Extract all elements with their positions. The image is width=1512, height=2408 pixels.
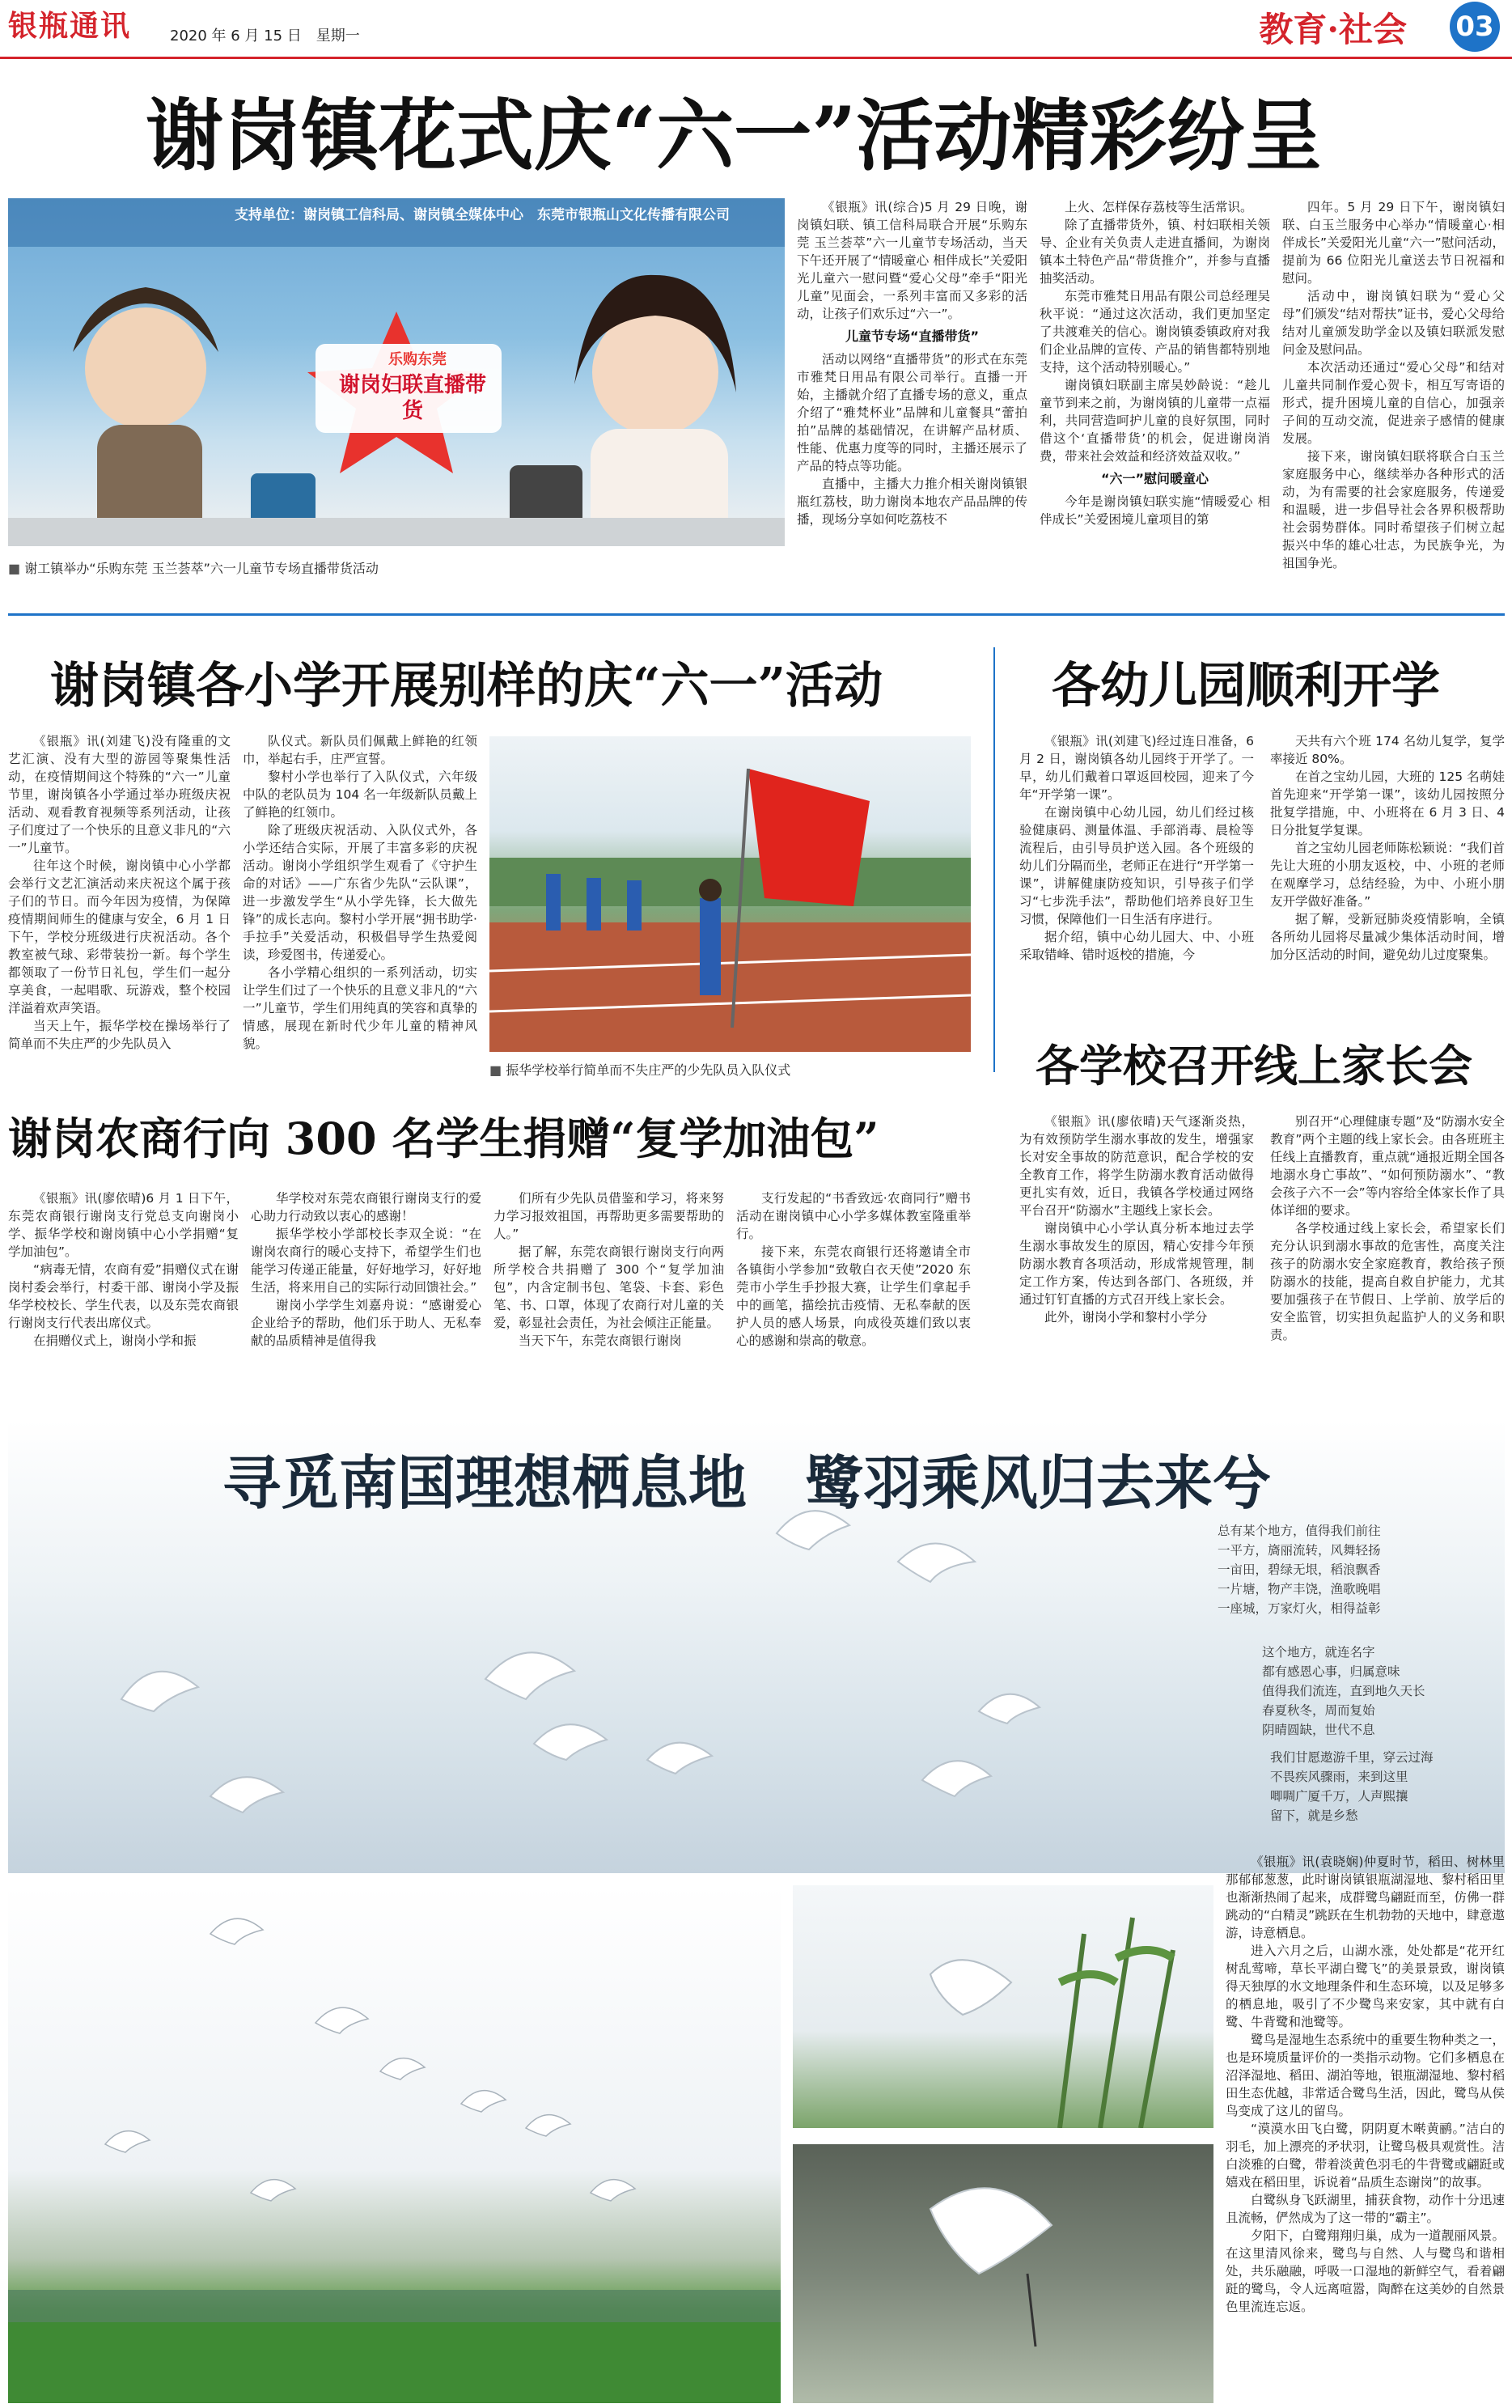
egret-on-bamboo [793,1885,1213,2128]
paragraph: 鹭鸟是湿地生态系统中的重要生物种类之一，也是环境质量评价的一类指示动物。它们多栖息在沼泽湿地、稻田、湖泊等地，银瓶湖湿地、黎村稻田生态优越，非常适合鹭鸟生活，因此，鹭鸟从侯鸟变成了这儿的留鸟。 [1226,2033,1505,2118]
article2-col1 [8,732,231,1072]
paragraph: 各学校通过线上家长会，希望家长们充分认识到溺水事故的危害性，高度关注孩子的防溺水安全家庭教育，教给孩子预防溺水的技能，提高自救自护能力，尤其要加强孩子在节假日、上学前、放学后的安全监管，切实担负起监护人的义务和职责。 [1270,1221,1505,1342]
article2-photo [489,736,971,1052]
paragraph: 此外，谢岗小学和黎村小学分 [1044,1310,1208,1325]
paragraph: 据介绍，镇中心幼儿园大、中、小班采取错峰、错时返校的措施，今 [1019,930,1254,962]
poem-line: 这个地方，就连名字 [1262,1645,1375,1660]
paragraph: 夕阳下，白鹭翔翔归巢，成为一道靓丽风景。在这里清风徐来，鹭鸟与自然、人与鹭鸟和谐相处，共乐融融，呼吸一口湿地的新鲜空气，看着翩跹的鹭鸟，令人远离喧嚣，陶醉在这美妙的自然景色里流连忘返。 [1226,2228,1505,2314]
article5-col4 [736,1189,971,1412]
article4-col2 [1270,1113,1505,1408]
paragraph: 活动以网络“直播带货”的形式在东莞市雅梵日用品有限公司举行。直播一开始，主播就介绍了直播专场的意义，重点介绍了“雅梵杯业”品牌和儿童餐具“蕾拍拍”品牌的基础情况，在讲解产品材质、性能、优惠力度等的同时，主播还展示了产品的特点等功能。 [797,352,1027,473]
article2-headline: 谢岗镇各小学开展别样的庆“六一”活动 [50,658,883,714]
paragraph: 队仪式。新队员们佩戴上鲜艳的红领巾，举起右手，庄严宣誓。 [243,734,477,766]
poem-stanza-1 [1218,1521,1501,1618]
paragraph: 谢岗镇妇联副主席吴妙龄说：“趁儿童节到来之前，为谢岗镇的儿童带一点福利，共同营造呵护儿童的良好氛围，同时借这个‘直播带货’的机会，促进谢岗消费，带来社会效益和经济效益双收。” [1040,378,1270,464]
masthead-logo: 银瓶通讯 [8,9,132,43]
paragraph: 四年。5 月 29 日下午，谢岗镇妇联、白玉兰服务中心举办“情暖童心·相伴成长”关爱阳光儿童“六一”慰问活动，提前为 66 位阳光儿童送去节日祝福和慰问。 [1282,200,1505,286]
paragraph: 别召开“心理健康专题”及“防溺水安全教育”两个主题的线上家长会。由各班班主任线上直播教育，重点就“通报近期全国各地溺水身亡事故”、“如何预防溺水”、“教会孩子六不一会”等内容给全体家长作了具体详细的要求。 [1270,1114,1505,1218]
paragraph: 黎村小学也举行了入队仪式，六年级中队的老队员为 104 名一年级新队员戴上了鲜艳的红领巾。 [243,769,477,820]
poem-line: 一亩田，碧绿无垠，稻浪飘香 [1218,1562,1381,1577]
article1-subhead-2: “六一”慰问暖童心 [1100,471,1209,486]
egret-perch-photo [793,1885,1213,2128]
poem-line: 阴晴圆缺，世代不息 [1262,1723,1375,1737]
page-number-badge: 03 [1450,2,1500,52]
paragraph: 据了解，东莞农商银行谢岗支行向两所学校合共捐赠了 300 个“复学加油包”，内含定制书包、笔袋、卡套、彩色笔、书、口罩，体现了农商行对儿童的关爱，彰显社会责任，为社会倾注正能量。 [493,1244,724,1330]
paragraph: 接下来，谢岗镇妇联将联合白玉兰家庭服务中心，继续举办各种形式的活动，为有需要的社会家庭服务，传递爱和温暖，进一步倡导社会各界积极帮助社会弱势群体。同时希望孩子们树立起振兴中华的雄心壮志，为民族争光，为祖国争光。 [1282,449,1505,570]
paddy-landscape [8,1885,781,2403]
paragraph: 除了班级庆祝活动、入队仪式外，各小学还结合实际，开展了丰富多彩的庆祝活动。谢岗小学组织学生观看了《守护生命的对话》——广东省少先队“云队课”，进一步激发学生“从小学先锋，长大做先锋”的成长志向。黎村小学开展“拥书助学·手拉手”关爱活动，积极倡导学生热爱阅读，珍爱图书，传递爱心。 [243,823,477,962]
article1-col1 [797,198,1027,574]
article1-subhead-1: 儿童节专场“直播带货” [845,329,980,344]
poem-line: 一座城，万家灯火，相得益彰 [1218,1601,1381,1616]
paragraph: 各小学精心组织的一系列活动，切实让学生们过了一个快乐的且意义非凡的“六一”儿童节，学生们用纯真的笑容和真挚的情感，展现在新时代少年儿童的精神风貌。 [243,965,477,1051]
paragraph: 当天下午，东莞农商银行谢岗 [519,1333,682,1348]
article3-headline: 各幼儿园顺利开学 [1052,658,1440,714]
article6-body [1226,1853,1505,2403]
poem-line: 留下，就是乡愁 [1270,1808,1358,1823]
paragraph: 《银瓶》讯(廖依晴)6 月 1 日下午，东莞农商银行谢岗支行党总支向谢岗小学、振华学校和谢岗镇中心小学捐赠“复学加油包”。 [8,1191,239,1259]
paragraph: 《银瓶》讯(廖依晴)天气逐渐炎热，为有效预防学生溺水事故的发生，增强家长对安全事故的防范意识，配合学校的安全教育工作，将学生防溺水教育活动做得更扎实有效，近日，我镇各学校通过网络平台召开“防溺水”主题线上家长会。 [1019,1114,1254,1218]
paragraph: 首之宝幼儿园老师陈松颖说：“我们首先让大班的小朋友返校，中、小班的老师在观摩学习，总结经验，为中、小班小朋友开学做好准备。” [1270,841,1505,909]
egret-landing-photo [793,2144,1213,2403]
poem-line: 我们甘愿遨游千里，穿云过海 [1270,1750,1434,1765]
article1-photo [8,198,785,546]
article1-col2 [1040,198,1270,574]
article4-headline: 各学校召开线上家长会 [1036,1040,1472,1092]
photo-sign-brand: 乐购东莞 [388,351,447,368]
paragraph: 《银瓶》讯(刘建飞)没有隆重的文艺汇演、没有大型的游园等聚集性活动，在疫情期间这个特殊的“六一”儿童节里，谢岗镇各小学通过举办班级庆祝活动、观看教育视频等系列活动，让孩子们度过了一个快乐的且意义非凡的“六一”儿童节。 [8,734,231,855]
article3-col2 [1270,732,1505,999]
article1-caption: ■ 谢工镇举办“乐购东莞 玉兰荟萃”六一儿童节专场直播带货活动 [8,558,785,577]
article1-headline: 谢岗镇花式庆“六一”活动精彩纷呈 [146,90,1323,181]
poem-stanza-2 [1262,1643,1505,1740]
paragraph: 《银瓶》讯(刘建飞)经过连日准备，6 月 2 日，谢岗镇各幼儿园终于开学了。一早，幼儿们戴着口罩返回校园，迎来了今年“开学第一课”。 [1019,734,1254,802]
paragraph: 谢岗镇中心小学认真分析本地过去学生溺水事故发生的原因，精心安排今年预防溺水教育各项活动，形成常规管理，制定工作方案，传达到各部门、各班级，并通过钉钉直播的方式召开线上家长会。 [1019,1221,1254,1307]
article5-col2 [251,1189,481,1412]
paragraph: 当天上午，振华学校在操场举行了简单而不失庄严的少先队员入 [8,1019,231,1051]
poem-line: 春夏秋冬，周而复始 [1262,1703,1375,1718]
paragraph: “漠漠水田飞白鹭，阴阴夏木啭黄鹂。”洁白的羽毛，加上漂亮的矛状羽，让鹭鸟极具观赏性。洁白淡雅的白鹭，带着淡黄色羽毛的牛背鹭或翩跹或嬉戏在稻田里，诉说着“品质生态谢岗”的故事。 [1226,2122,1505,2190]
paragraph: 本次活动还通过“爱心父母”和结对儿童共同制作爱心贺卡，相互写寄语的形式，提升困境儿童的自信心，加强亲子间的互动交流，促进亲子感情的健康发展。 [1282,360,1505,446]
paragraph: 上火、怎样保存荔枝等生活常识。 [1065,200,1253,214]
paragraph: 《银瓶》讯(袁晓娴)仲夏时节，稻田、树林里那郁郁葱葱，此时谢岗镇银瓶湖湿地、黎村稻田里也渐渐热闹了起来，成群鹭鸟翩跹而至，仿佛一群跳动的“白精灵”跳跃在生机勃勃的天地中，肆意遨游，诗意栖息。 [1226,1855,1505,1940]
paragraph: 《银瓶》讯(综合)5 月 29 日晚，谢岗镇妇联、镇工信科局联合开展“乐购东莞 玉兰荟萃”六一儿童节专场活动，当天下午还开展了“情暖童心 相伴成长”关爱阳光儿童六一慰问暨“爱心父母”牵手“阳光儿童”见面会，一系列丰富而又多彩的活动，让孩子们欢乐过“六一”。 [797,200,1027,321]
flag-ceremony-scene [489,736,971,1052]
paragraph: 接下来，东莞农商银行还将邀请全市各镇街小学参加“致敬白衣天使”2020 东莞市小学生手抄报大赛，让学生们拿起手中的画笔，描绘抗击疫情、无私奉献的医护人员的感人场景，向成役英雄们致以衷心的感谢和崇高的敬意。 [736,1244,971,1348]
paragraph: 们所有少先队员借鉴和学习，将来努力学习报效祖国，再帮助更多需要帮助的人。” [493,1191,724,1241]
paragraph: 振华学校小学部校长李双全说：“在谢岗农商行的暖心支持下，希望学生们也能学习传递正能量，好好地学习，好好地生活，将来用自己的实际行动回馈社会。” [251,1227,481,1295]
egret-landscape-photo [8,1885,781,2403]
paragraph: 据了解，受新冠肺炎疫情影响，全镇各所幼儿园将尽量减少集体活动时间，增加分区活动的时间，避免幼儿过度聚集。 [1270,912,1505,962]
masthead-date: 2020 年 6 月 15 日 星期一 [170,28,360,45]
article5-headline: 谢岗农商行向 300 名学生捐赠“复学加油包” [8,1113,879,1164]
poem-line: 不畏疾风骤雨，来到这里 [1270,1770,1408,1784]
article6-headline: 寻觅南国理想栖息地 鹭羽乘风归去来兮 [222,1448,1272,1517]
paragraph: 今年是谢岗镇妇联实施“情暖爱心 相伴成长”关爱困境儿童项目的第 [1040,494,1270,527]
paragraph: 天共有六个班 174 名幼儿复学，复学率接近 80%。 [1270,734,1505,766]
paragraph: 东莞市雅梵日用品有限公司总经理吴秋平说：“通过这次活动，我们更加坚定了共渡难关的信心。谢岗镇委镇政府对我们企业品牌的宣传、产品的销售都特别地支持，这个活动特别暖心。” [1040,289,1270,375]
poem-line: 都有感恩心事，归属意味 [1262,1664,1400,1679]
article5-col1 [8,1189,239,1412]
masthead-rule [0,57,1512,59]
photo-sign-text: 谢岗妇联直播带货 [338,373,486,423]
paragraph: 进入六月之后，山湖水涨，处处都是“花开红树乱莺啼，草长平湖白鹭飞”的美景景致，谢岗镇得天独厚的水文地理条件和生态环境，以及足够多的栖息地，吸引了不少鹭鸟来安家，其中就有白鹭、牛背鹭和池鹭等。 [1226,1944,1505,2029]
paragraph: 在谢岗镇中心幼儿园，幼儿们经过核验健康码、测量体温、手部消毒、晨检等流程后，由引导员护送入园。各个班级的幼儿们分隔而坐，老师正在进行“开学第一课”，讲解健康防疫知识，引导孩子们学习“七步洗手法”，帮助他们培养良好卫生习惯，保障他们一日生活有序进行。 [1019,805,1254,926]
paragraph: 谢岗小学学生刘嘉舟说：“感谢爱心企业给予的帮助，他们乐于助人、无私奉献的品质精神是值得我 [251,1298,481,1348]
paragraph: “病毒无情，农商有爱”捐赠仪式在谢岗村委会举行，村委干部、谢岗小学及振华学校校长、学生代表，以及东莞农商银行谢岗支行代表出席仪式。 [8,1262,239,1330]
article3-col1 [1019,732,1254,999]
article5-col3 [493,1189,724,1412]
section-rule [8,613,1505,616]
poem-line: 一平方，旖丽流转，风舞轻扬 [1218,1543,1381,1558]
poem-line: 总有某个地方，值得我们前往 [1218,1524,1381,1538]
paragraph: 华学校对东莞农商银行谢岗支行的爱心助力行动致以衷心的感谢！ [251,1191,481,1223]
egret-landing [793,2144,1213,2403]
poem-stanza-3 [1270,1748,1505,1825]
paragraph: 活动中，谢岗镇妇联为“爱心父母”们颁发“结对帮扶”证书，爱心父母给结对儿童颁发助学金以及镇妇联派发慰问金及慰问品。 [1282,289,1505,357]
poem-line: 一片塘，物产丰饶，渔歌晚唱 [1218,1582,1381,1596]
article1-col3 [1282,198,1505,574]
article2-col2 [243,732,477,1072]
paragraph: 支行发起的“书香致远·农商同行”赠书活动在谢岗镇中心小学多媒体教室隆重举行。 [736,1191,971,1241]
paragraph: 在捐赠仪式上，谢岗小学和振 [33,1333,197,1348]
article4-col1 [1019,1113,1254,1408]
paragraph: 直播中，主播大力推介相关谢岗镇银瓶红荔枝，助力谢岗本地农产品品牌的传播，现场分享如何吃荔枝不 [797,477,1027,527]
paragraph: 往年这个时候，谢岗镇中心小学都会举行文艺汇演活动来庆祝这个属于孩子们的节日。而今年因为疫情，为保障疫情期间师生的健康与安全，6 月 1 日下午，学校分班级进行庆祝活动。各个教室被气球、彩带装扮一新。每个学生都领取了一份节日礼包，学生们一起分享美食，一起唱歌、玩游戏，整个校园洋溢着欢声笑语。 [8,858,231,1015]
article2-caption: ■ 振华学校举行简单而不失庄严的少先队员入队仪式 [489,1060,971,1079]
paragraph: 除了直播带货外，镇、村妇联相关领导、企业有关负责人走进直播间，为谢岗镇本土特色产品“带货推介”，并参与直播抽奖活动。 [1040,218,1270,286]
photo-banner: 支持单位：谢岗镇工信科局、谢岗镇全媒体中心 东莞市银瓶山文化传播有限公司 [235,207,730,223]
paragraph: 白鹭纵身飞跃湖里，捕获食物，动作十分迅速且流畅，俨然成为了这一带的“霸主”。 [1226,2193,1505,2225]
column-separator [993,647,995,1072]
poem-line: 唧啁广厦千万，人声熙攘 [1270,1789,1408,1804]
poem-line: 值得我们流连，直到地久天长 [1262,1684,1425,1698]
section-name: 教育·社会 [1259,10,1407,49]
paragraph: 在首之宝幼儿园，大班的 125 名萌娃首先迎来“开学第一课”，该幼儿园按照分批复学措施，中、小班将在 6 月 3 日、4 日分批复学复课。 [1270,769,1505,837]
